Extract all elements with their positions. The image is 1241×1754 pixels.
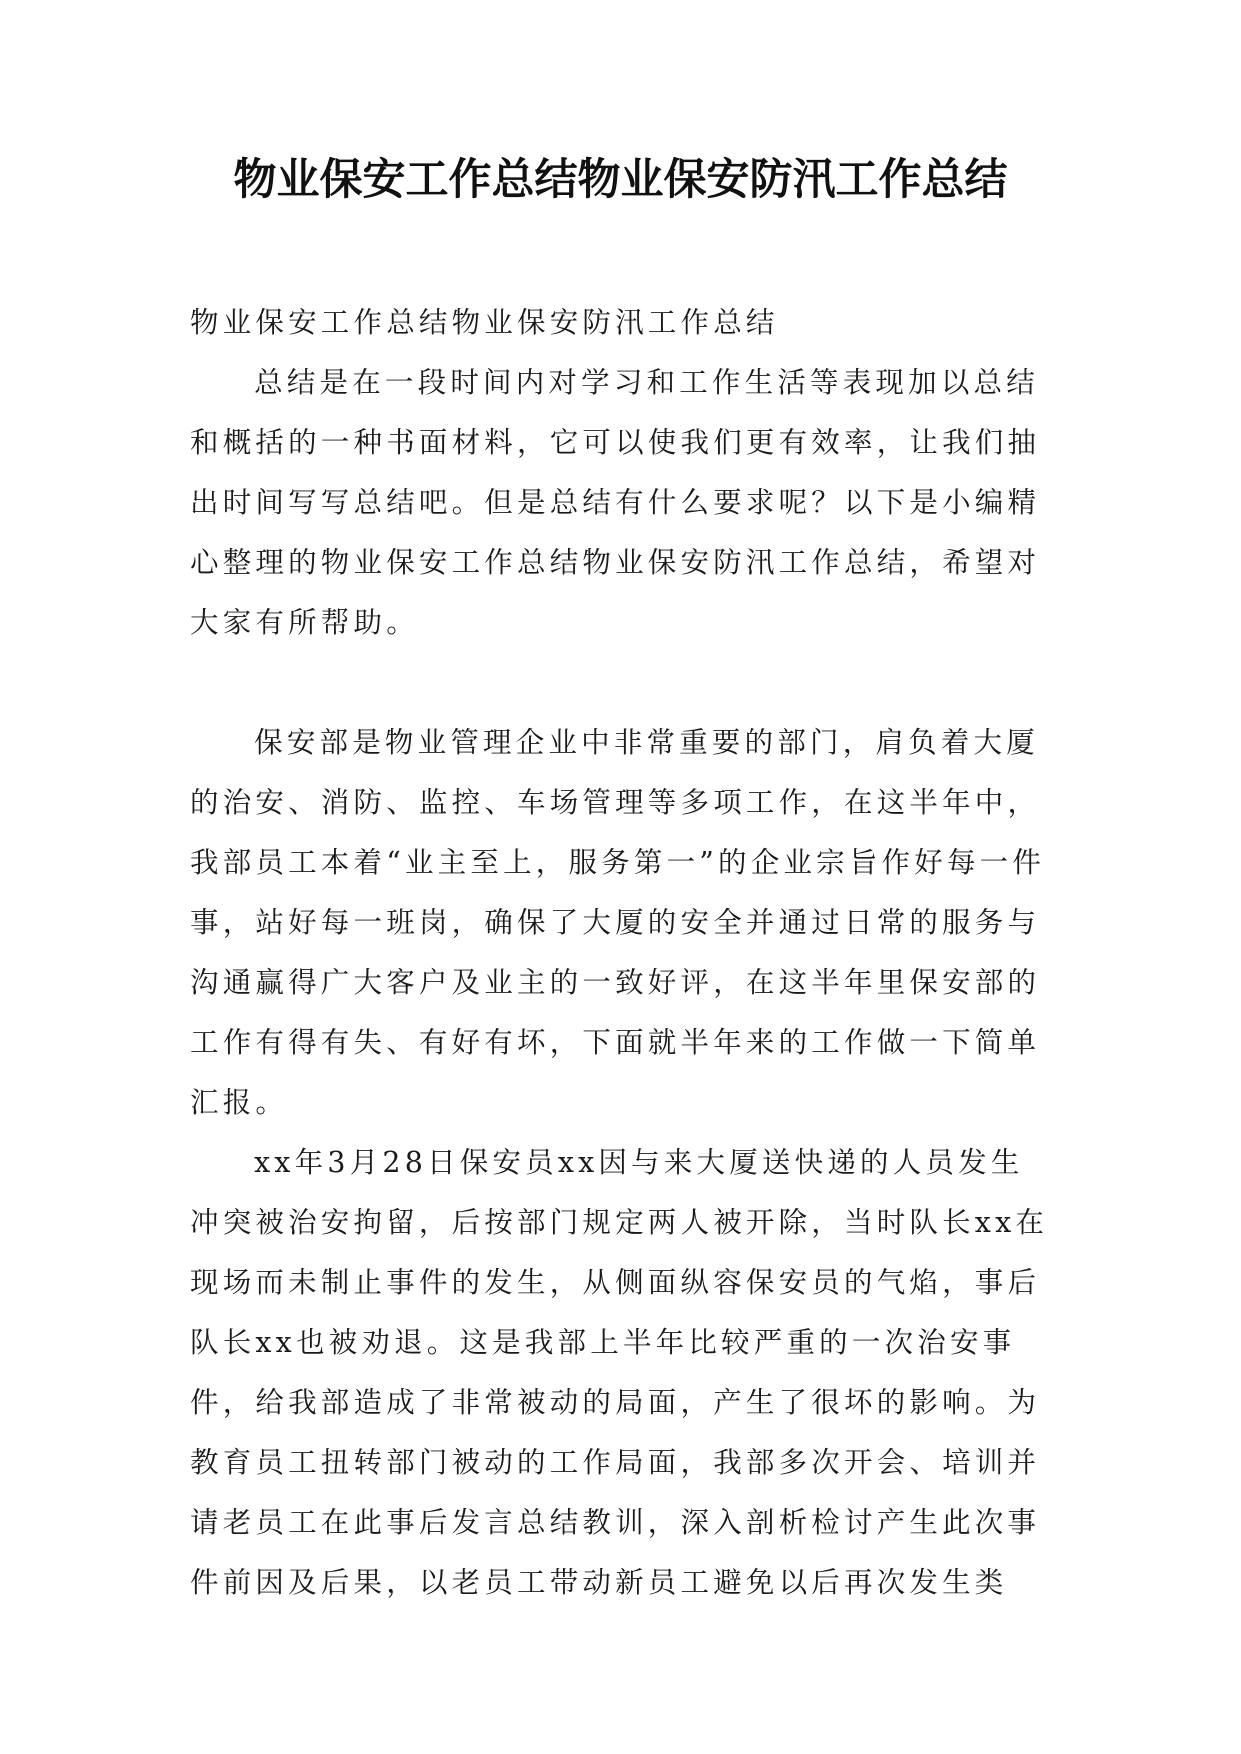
body-paragraph-2: xx年3月28日保安员xx因与来大厦送快递的人员发生冲突被治安拘留，后按部门规定两人被开除，当时队长xx在现场而未制止事件的发生，从侧面纵容保安员的气焰，事后队长xx也被劝退。这是我部上半年比较严重的一次治安事件，给我部造成了非常被动的局面，产生了很坏的影响。为教育员工扭转部门被动的工作局面，我部多次开会、培训并请老员工在此事后发言总结教训，深入剖析检讨产生此次事件前因及后果，以老员工带动新员工避免以后再次发生类 [190,1146,1049,1599]
document-title: 物业保安工作总结物业保安防汛工作总结 [233,155,1008,205]
body-paragraph-1: 保安部是物业管理企业中非常重要的部门，肩负着大厦的治安、消防、监控、车场管理等多项工作，在这半年中，我部员工本着“业主至上，服务第一”的企业宗旨作好每一件事，站好每一班岗，确保了大厦的安全并通过日常的服务与沟通赢得广大客户及业主的一致好评，在这半年里保安部的工作有得有失、有好有坏，下面就半年来的工作做一下简单汇报。 [190,726,1046,1119]
intro-paragraph: 总结是在一段时间内对学习和工作生活等表现加以总结和概括的一种书面材料，它可以使我们更有效率，让我们抽出时间写写总结吧。但是总结有什么要求呢？以下是小编精心整理的物业保安工作总结物业保安防汛工作总结，希望对大家有所帮助。 [190,366,1041,639]
paragraph-spacer [190,653,1052,713]
document-subtitle: 物业保安工作总结物业保安防汛工作总结 [190,306,779,339]
document-body [190,293,1052,1613]
